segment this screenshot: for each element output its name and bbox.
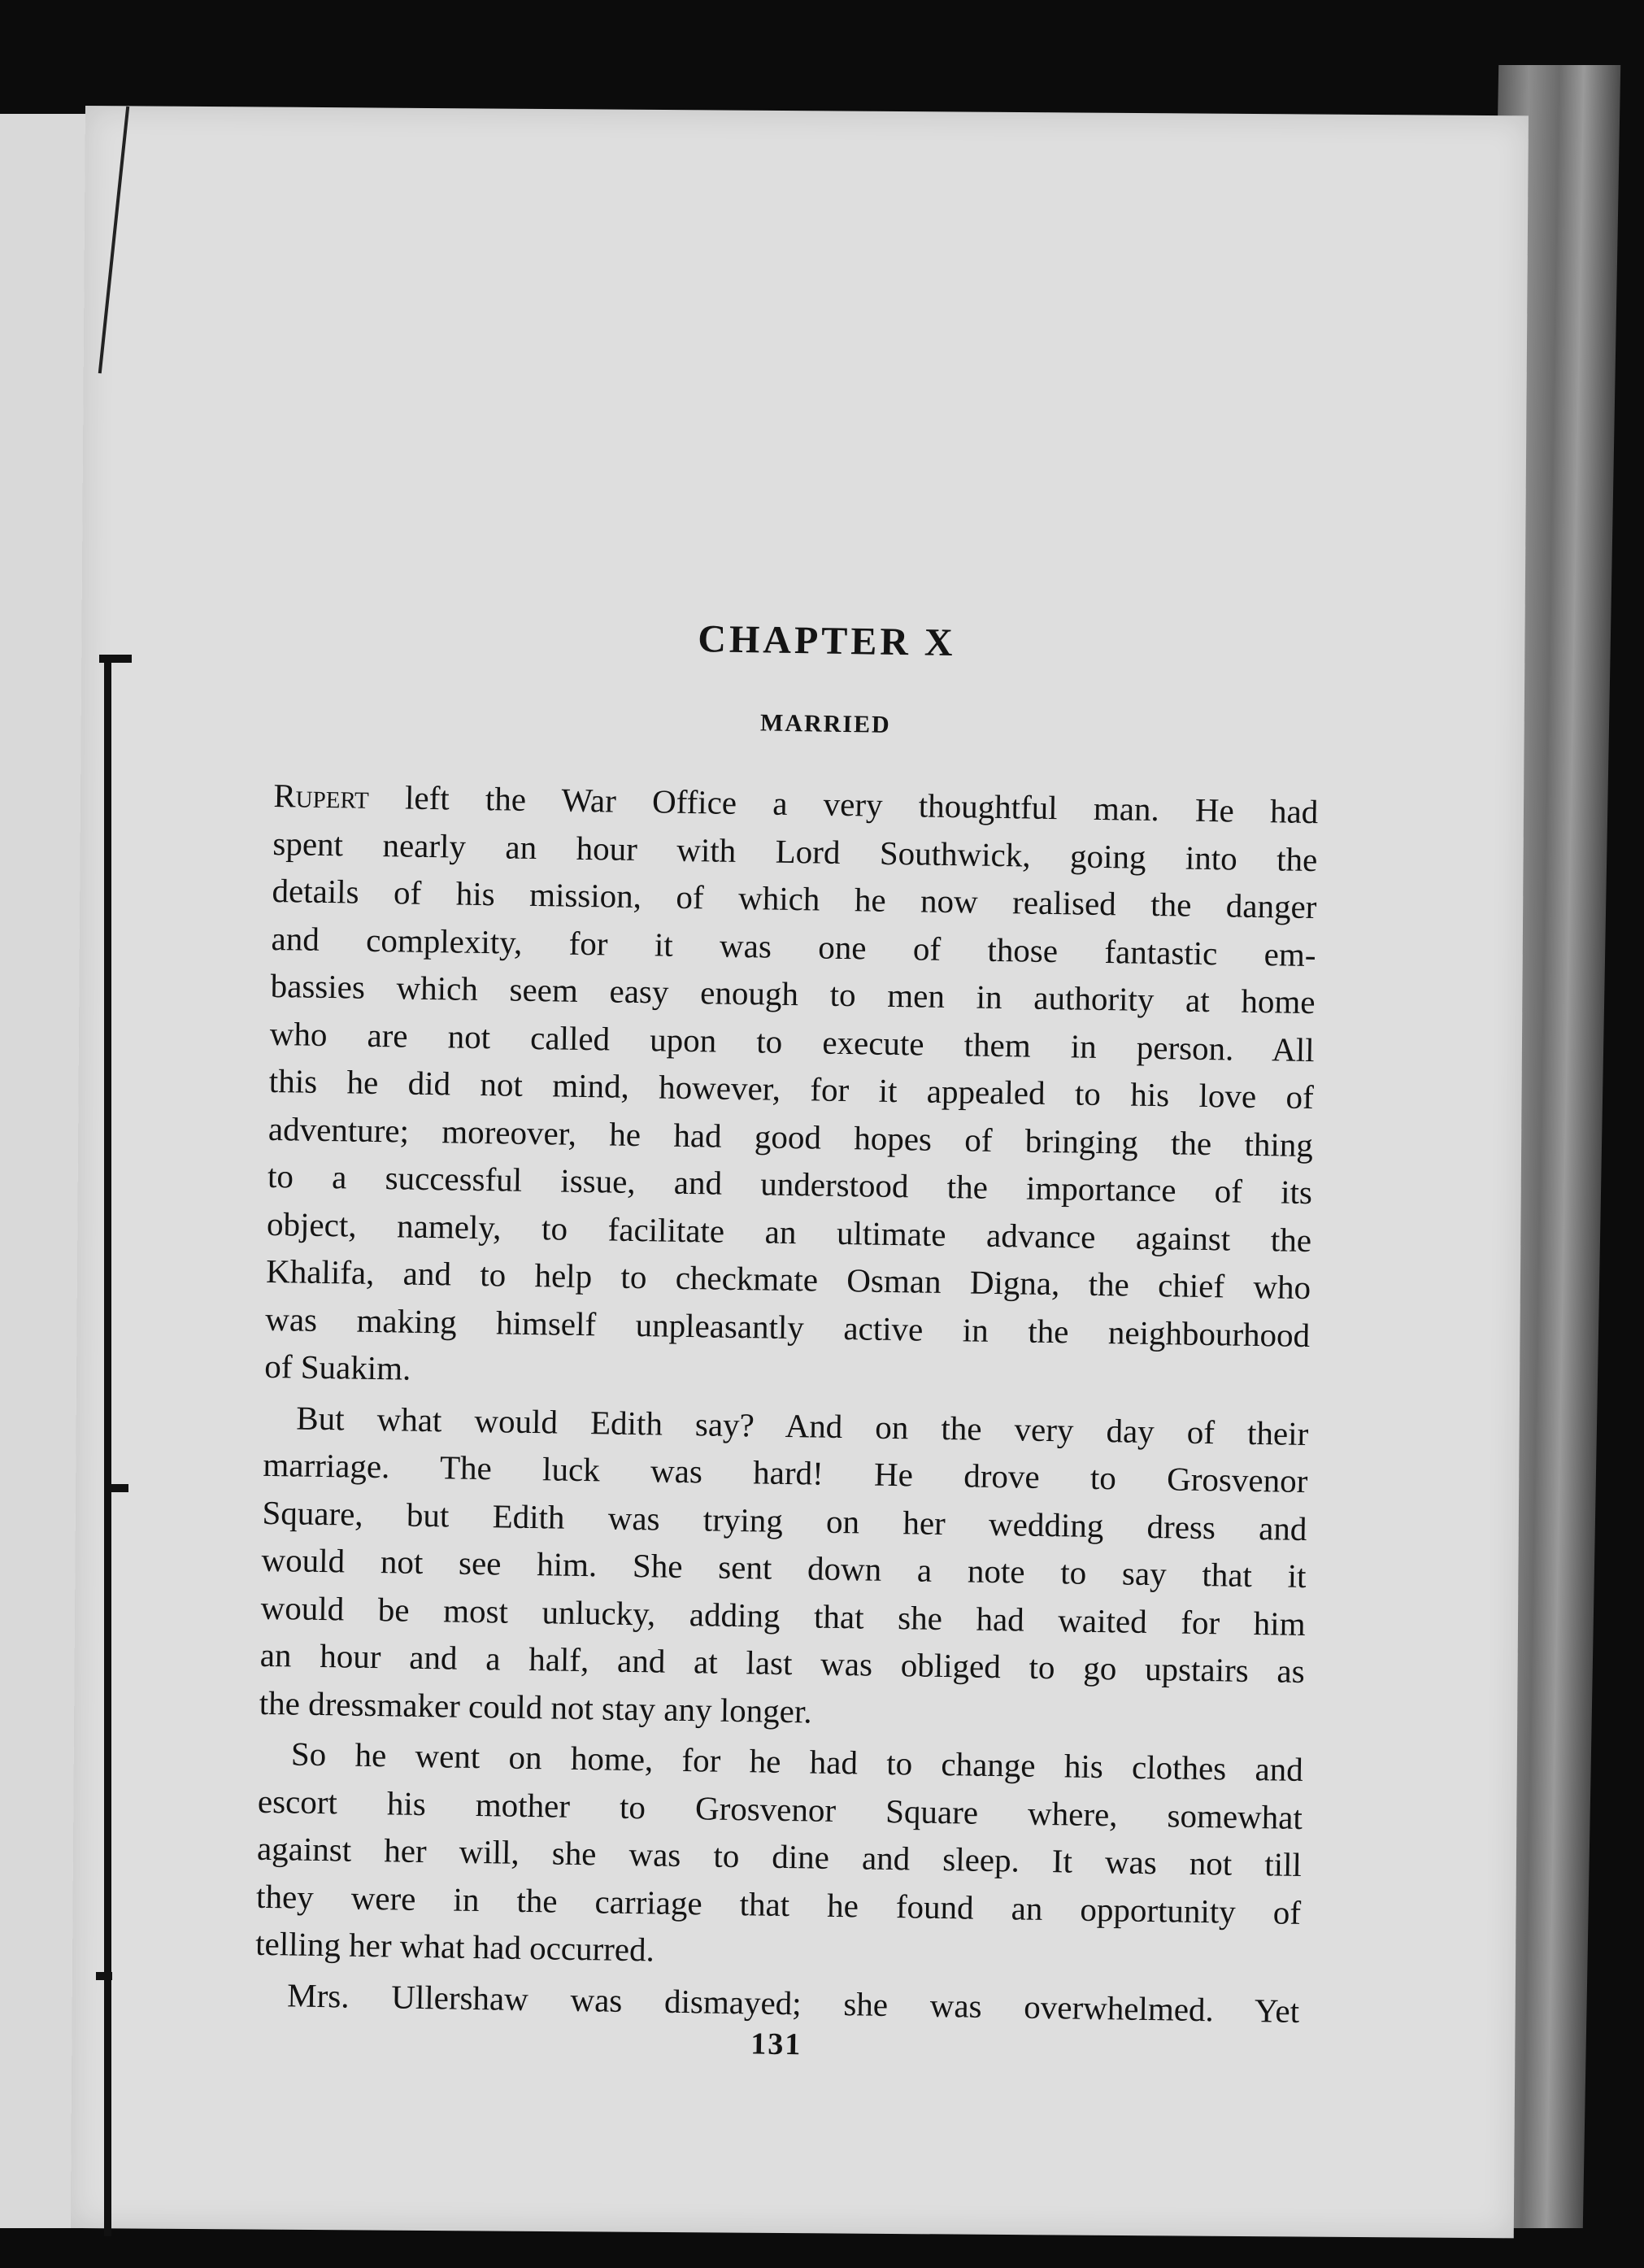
text-line: would not see him. She sent down a note to say that it	[261, 1540, 1307, 1595]
text-line: spent nearly an hour with Lord Southwick, going into the	[272, 824, 1318, 878]
binding-thread-mark	[96, 1972, 112, 1980]
paragraph-3	[255, 1730, 1303, 1984]
text-line-content: left the War Office a very thoughtful man. He had	[368, 777, 1319, 831]
gutter-binding-line	[104, 659, 111, 2236]
text-line: telling her what had occurred.	[254, 1924, 655, 1969]
text-line: But what would Edith say? And on the very day of their	[296, 1399, 1309, 1452]
text-line: Khalifa, and to help to checkmate Osman Digna, the chief who	[265, 1252, 1311, 1307]
text-line: escort his mother to Grosvenor Square where, somewhat	[257, 1782, 1303, 1836]
text-line: they were in the carriage that he found an opportunity of	[255, 1877, 1302, 1931]
text-line: and complexity, for it was one of those fantastic em-	[271, 919, 1316, 973]
text-line: this he did not mind, however, for it appealed to his love of	[268, 1061, 1315, 1117]
text-line: So he went on home, for he had to change his clothes and	[290, 1735, 1304, 1789]
binding-thread-mark	[99, 655, 132, 663]
text-line: to a successful issue, and understood the importance of its	[267, 1156, 1313, 1212]
text-line: marriage. The luck was hard! He drove to Grosvenor	[263, 1445, 1308, 1500]
paragraph-2	[259, 1393, 1308, 1743]
text-line: Square, but Edith was trying on her wedding dress and	[262, 1493, 1307, 1548]
text-line: was making himself unpleasantly active in the neighbourhood	[264, 1299, 1311, 1354]
page-text-block	[254, 610, 1321, 2070]
text-line: details of his mission, of which he now realised the danger	[272, 871, 1317, 926]
chapter-subtitle: MARRIED	[759, 709, 891, 738]
chapter-title: CHAPTER X	[697, 617, 957, 665]
page-number: 131	[750, 2026, 802, 2062]
text-line: Mrs. Ullershaw was dismayed; she was overwhelmed. Yet	[286, 1975, 1300, 2030]
lead-word: Rupert	[273, 776, 370, 816]
text-line: of Suakim.	[264, 1347, 411, 1387]
text-line: would be most unlucky, adding that she had waited for him	[260, 1588, 1306, 1643]
text-line: adventure; moreover, he had good hopes of bringing the thing	[267, 1109, 1314, 1164]
text-line: an hour and a half, and at last was obliged to go upstairs as	[259, 1635, 1306, 1691]
paragraph-1	[264, 772, 1319, 1407]
text-line: who are not called upon to execute them in person. All	[269, 1014, 1316, 1069]
text-line: bassies which seem easy enough to men in authority at home	[270, 966, 1316, 1021]
text-line: object, namely, to facilitate an ultimate advance against the	[266, 1204, 1312, 1259]
text-line: the dressmaker could not stay any longer.	[259, 1683, 812, 1730]
text-line: against her will, she was to dine and sleep. It was not till	[256, 1829, 1303, 1883]
binding-thread-mark	[104, 1484, 128, 1492]
